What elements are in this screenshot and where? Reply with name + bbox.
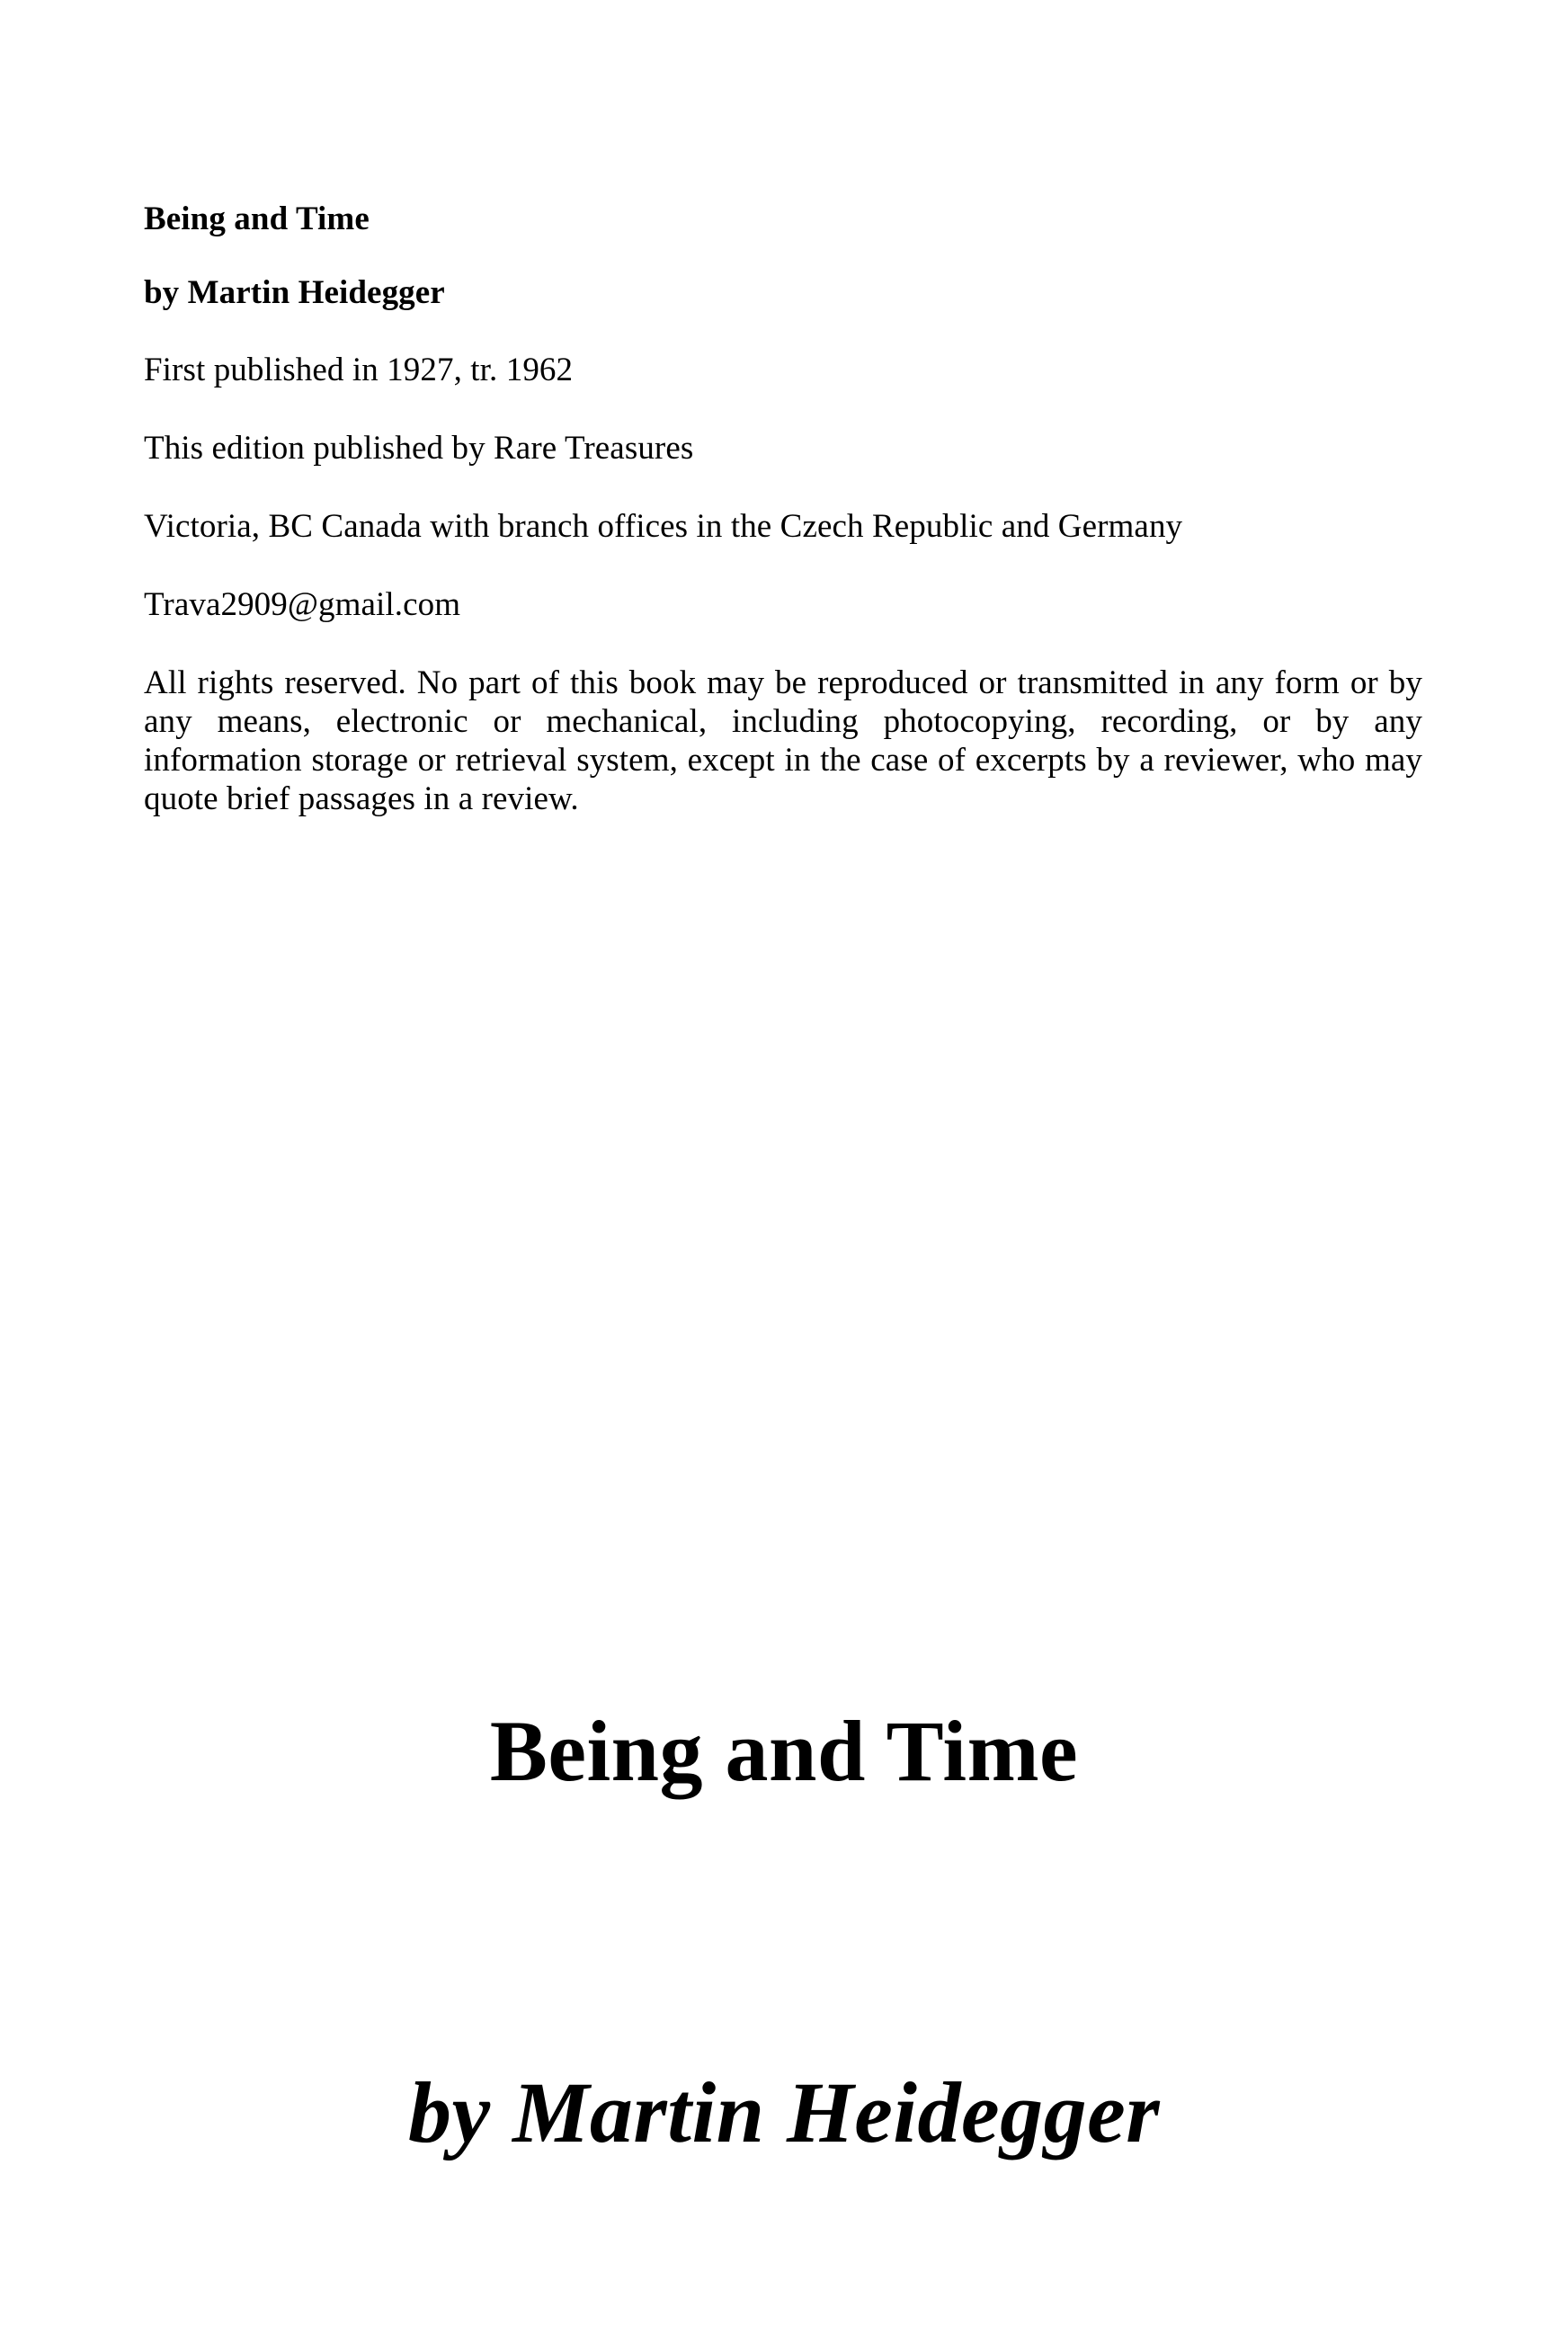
imprint-block — [144, 200, 1422, 819]
edition-line: This edition published by Rare Treasures — [144, 430, 694, 468]
address-line: Victoria, BC Canada with branch offices in the Czech Republic and Germany — [144, 508, 1183, 546]
page-author: by Martin Heidegger — [407, 2064, 1161, 2160]
rights-statement: All rights reserved. No part of this book may be reproduced or transmitted in any form or by any means, electronic or mechanical, including photocopying, recording, or by any information storage or retrieval system, except in the case of excerpts by a reviewer, who may quote brief passages in a review. — [144, 664, 1422, 817]
first-published-line: First published in 1927, tr. 1962 — [144, 352, 574, 389]
imprint-title: Being and Time — [144, 200, 370, 237]
page-title: Being and Time — [489, 1703, 1079, 1799]
imprint-byline: by Martin Heidegger — [144, 273, 445, 311]
contact-email: Trava2909@gmail.com — [144, 586, 461, 624]
